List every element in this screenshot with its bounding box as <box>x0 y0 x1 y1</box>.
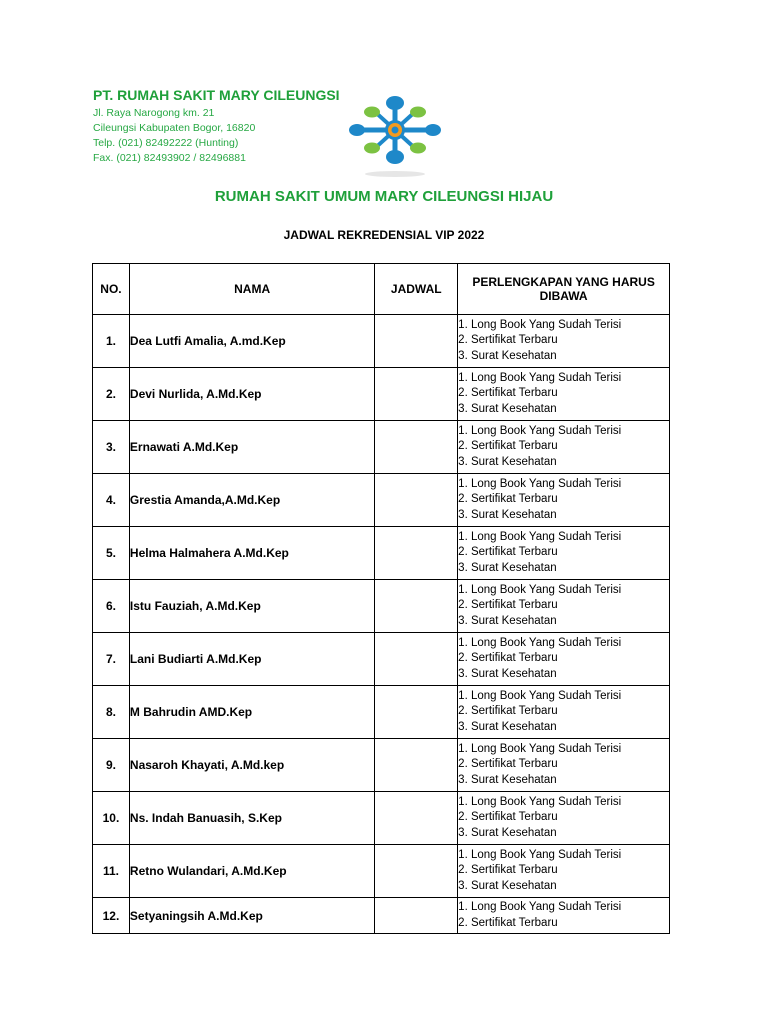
row-name: M Bahrudin AMD.Kep <box>129 686 374 739</box>
requirement-item: 3. Surat Kesehatan <box>458 455 557 468</box>
requirement-item: 3. Surat Kesehatan <box>458 720 557 733</box>
row-number: 12. <box>93 898 130 934</box>
row-number: 6. <box>93 580 130 633</box>
row-number: 11. <box>93 845 130 898</box>
row-schedule <box>375 580 458 633</box>
row-name: Setyaningsih A.Md.Kep <box>129 898 374 934</box>
row-schedule <box>375 633 458 686</box>
row-requirements <box>458 421 670 474</box>
table-row <box>93 368 670 421</box>
row-requirements <box>458 633 670 686</box>
row-name: Retno Wulandari, A.Md.Kep <box>129 845 374 898</box>
row-requirements <box>458 845 670 898</box>
row-schedule <box>375 739 458 792</box>
table-row <box>93 792 670 845</box>
row-requirements <box>458 898 670 934</box>
row-schedule <box>375 421 458 474</box>
requirement-item: 3. Surat Kesehatan <box>458 667 557 680</box>
row-requirements <box>458 527 670 580</box>
row-name: Grestia Amanda,A.Md.Kep <box>129 474 374 527</box>
requirement-item: 2. Sertifikat Terbaru <box>458 493 558 506</box>
requirement-item: 3. Surat Kesehatan <box>458 508 557 521</box>
requirement-item: 2. Sertifikat Terbaru <box>458 705 558 718</box>
requirement-item: 3. Surat Kesehatan <box>458 561 557 574</box>
table-row <box>93 580 670 633</box>
row-number: 9. <box>93 739 130 792</box>
requirement-item: 1. Long Book Yang Sudah Terisi <box>458 849 622 862</box>
row-requirements <box>458 792 670 845</box>
row-name: Helma Halmahera A.Md.Kep <box>129 527 374 580</box>
row-schedule <box>375 368 458 421</box>
requirement-item: 2. Sertifikat Terbaru <box>458 916 558 929</box>
requirement-item: 3. Surat Kesehatan <box>458 349 557 362</box>
requirement-item: 1. Long Book Yang Sudah Terisi <box>458 372 622 385</box>
requirement-item: 2. Sertifikat Terbaru <box>458 652 558 665</box>
table-row <box>93 474 670 527</box>
row-requirements <box>458 580 670 633</box>
hospital-logo-icon <box>345 94 445 180</box>
phone-line: Telp. (021) 82492222 (Hunting) <box>93 137 239 149</box>
requirement-item: 1. Long Book Yang Sudah Terisi <box>458 690 622 703</box>
row-schedule <box>375 686 458 739</box>
requirement-item: 2. Sertifikat Terbaru <box>458 546 558 559</box>
address-line: Cileungsi Kabupaten Bogor, 16820 <box>93 122 256 134</box>
requirement-item: 1. Long Book Yang Sudah Terisi <box>458 319 622 332</box>
table-row <box>93 845 670 898</box>
header-no: NO. <box>93 264 130 315</box>
table-row <box>93 686 670 739</box>
company-name: PT. RUMAH SAKIT MARY CILEUNGSI <box>93 87 340 103</box>
row-name: Lani Budiarti A.Md.Kep <box>129 633 374 686</box>
requirement-item: 1. Long Book Yang Sudah Terisi <box>458 796 622 809</box>
header-perlengkapan-line-1: PERLENGKAPAN YANG HARUS <box>472 275 655 289</box>
table-row <box>93 898 670 934</box>
row-number: 8. <box>93 686 130 739</box>
table-row <box>93 527 670 580</box>
row-name: Devi Nurlida, A.Md.Kep <box>129 368 374 421</box>
requirement-item: 2. Sertifikat Terbaru <box>458 334 558 347</box>
hospital-title: RUMAH SAKIT UMUM MARY CILEUNGSI HIJAU <box>214 188 554 205</box>
requirement-item: 1. Long Book Yang Sudah Terisi <box>458 743 622 756</box>
table-row <box>93 315 670 368</box>
requirement-item: 3. Surat Kesehatan <box>458 826 557 839</box>
row-name: Dea Lutfi Amalia, A.md.Kep <box>129 315 374 368</box>
table-body <box>93 315 670 934</box>
requirement-item: 3. Surat Kesehatan <box>458 614 557 627</box>
row-number: 2. <box>93 368 130 421</box>
requirement-item: 2. Sertifikat Terbaru <box>458 758 558 771</box>
row-schedule <box>375 792 458 845</box>
row-requirements <box>458 315 670 368</box>
table-header-row <box>93 264 670 315</box>
requirement-item: 3. Surat Kesehatan <box>458 773 557 786</box>
row-schedule <box>375 898 458 934</box>
schedule-title: JADWAL REKREDENSIAL VIP 2022 <box>283 228 485 242</box>
row-schedule <box>375 474 458 527</box>
header-jadwal: JADWAL <box>375 264 458 315</box>
row-name: Ns. Indah Banuasih, S.Kep <box>129 792 374 845</box>
requirement-item: 1. Long Book Yang Sudah Terisi <box>458 478 622 491</box>
row-schedule <box>375 845 458 898</box>
requirement-item: 1. Long Book Yang Sudah Terisi <box>458 425 622 438</box>
row-number: 4. <box>93 474 130 527</box>
requirement-item: 1. Long Book Yang Sudah Terisi <box>458 637 622 650</box>
requirement-item: 2. Sertifikat Terbaru <box>458 599 558 612</box>
requirement-item: 1. Long Book Yang Sudah Terisi <box>458 584 622 597</box>
row-requirements <box>458 686 670 739</box>
requirement-item: 1. Long Book Yang Sudah Terisi <box>458 901 622 914</box>
row-requirements <box>458 368 670 421</box>
row-number: 5. <box>93 527 130 580</box>
table-row <box>93 739 670 792</box>
address-line: Jl. Raya Narogong km. 21 <box>93 107 215 119</box>
row-name: Istu Fauziah, A.Md.Kep <box>129 580 374 633</box>
row-schedule <box>375 527 458 580</box>
row-number: 3. <box>93 421 130 474</box>
row-requirements <box>458 474 670 527</box>
requirement-item: 2. Sertifikat Terbaru <box>458 864 558 877</box>
letterhead <box>93 87 340 166</box>
row-name: Ernawati A.Md.Kep <box>129 421 374 474</box>
requirement-item: 1. Long Book Yang Sudah Terisi <box>458 531 622 544</box>
row-number: 10. <box>93 792 130 845</box>
requirement-item: 2. Sertifikat Terbaru <box>458 440 558 453</box>
row-number: 1. <box>93 315 130 368</box>
header-nama: NAMA <box>129 264 374 315</box>
table-row <box>93 633 670 686</box>
row-requirements <box>458 739 670 792</box>
header-perlengkapan-line-2: DIBAWA <box>539 289 588 303</box>
requirement-item: 3. Surat Kesehatan <box>458 402 557 415</box>
table-row <box>93 421 670 474</box>
fax-line: Fax. (021) 82493902 / 82496881 <box>93 152 246 164</box>
requirement-item: 2. Sertifikat Terbaru <box>458 387 558 400</box>
header-perlengkapan <box>458 264 670 315</box>
requirement-item: 3. Surat Kesehatan <box>458 879 557 892</box>
row-name: Nasaroh Khayati, A.Md.kep <box>129 739 374 792</box>
requirement-item: 2. Sertifikat Terbaru <box>458 811 558 824</box>
row-schedule <box>375 315 458 368</box>
recredential-table <box>92 263 670 934</box>
row-number: 7. <box>93 633 130 686</box>
